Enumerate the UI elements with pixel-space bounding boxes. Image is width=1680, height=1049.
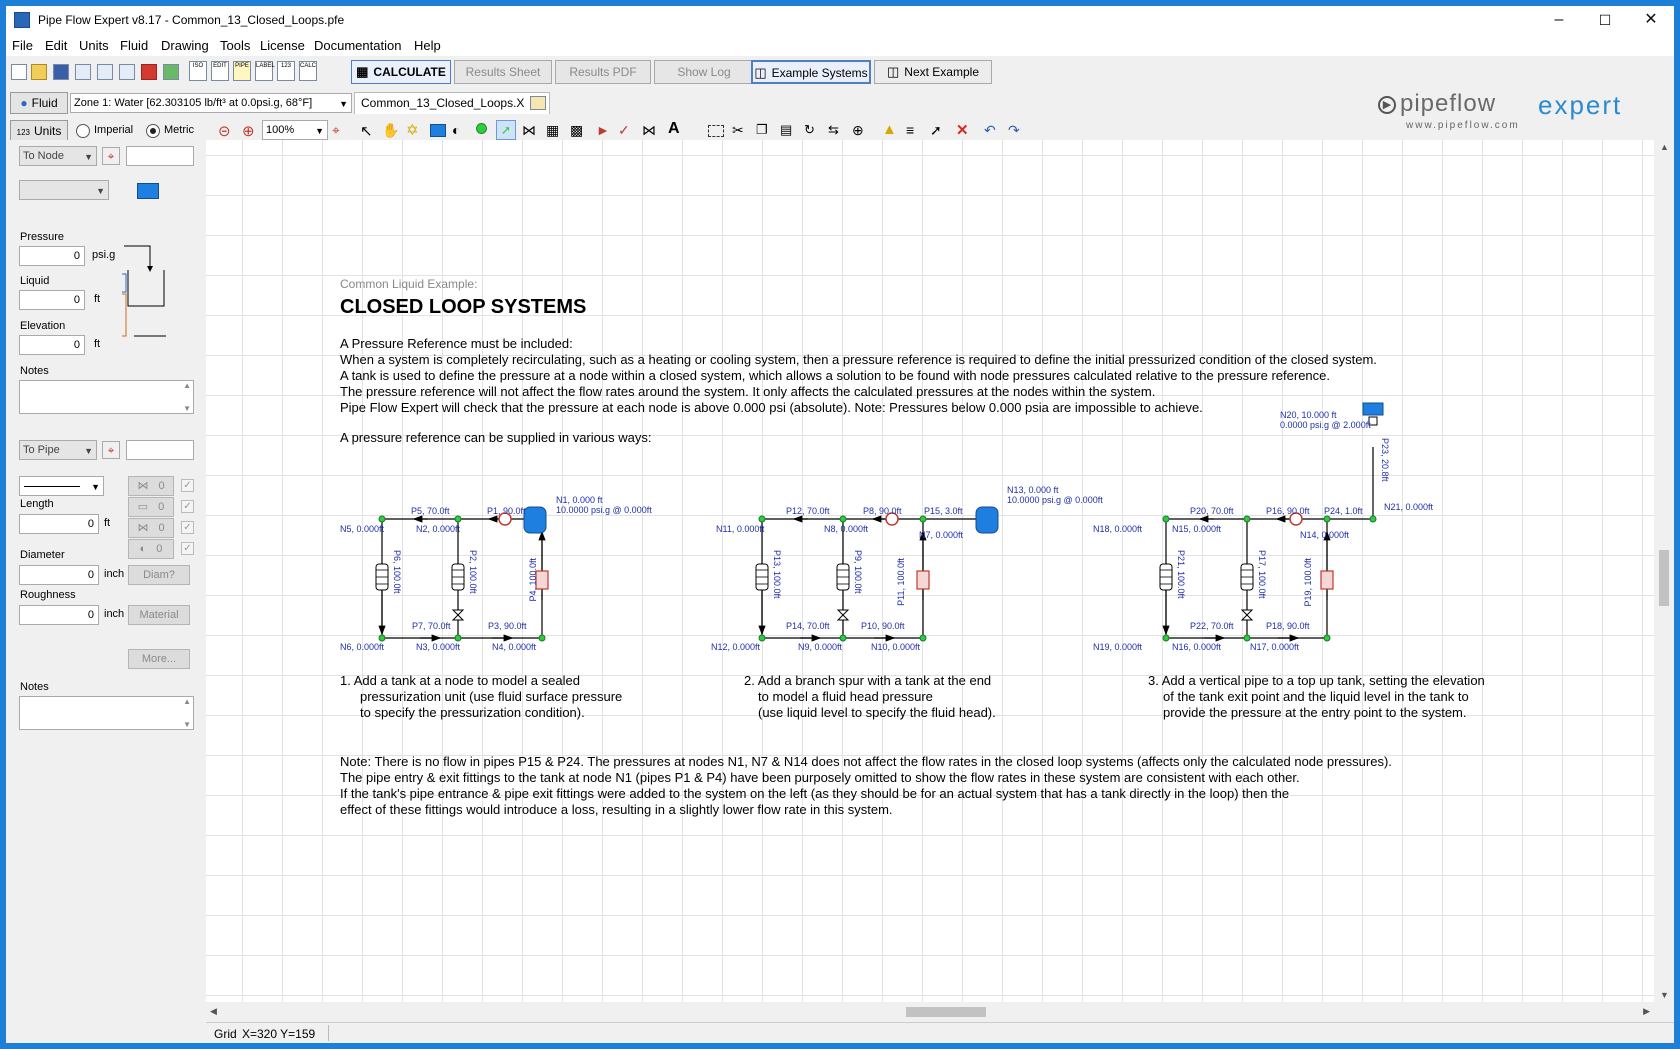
more-button[interactable]: More... [128, 649, 190, 669]
drawing-canvas[interactable] [206, 140, 1654, 1002]
intro-line-4: The pressure reference will not affect the flow rates around the system. It only affects the calculated pressures at the nodes within the system. [340, 384, 1156, 399]
intro-line-5: Pipe Flow Expert will check that the pressure at each node is above 0.000 psi (absolute). Note: Pressures below 0.000 psia are impossible to achieve. [340, 400, 1203, 415]
maximize-button[interactable]: ☐ [1598, 12, 1612, 28]
status-bar [206, 1022, 1674, 1043]
node-n21-label: N21, 0.000ft [1384, 502, 1434, 512]
component-icon[interactable]: ▩ [570, 122, 584, 138]
chevron-down-icon: ▼ [315, 126, 324, 136]
spread-icon[interactable]: ➚ [930, 122, 942, 138]
metric-radio[interactable] [146, 124, 160, 138]
pipe-draw-icon[interactable]: ➚ [496, 120, 516, 140]
note-line-1: Note: There is no flow in pipes P15 & P24. The pressures at nodes N1, N7 & N14 does not affect the flow rates in the closed loop systems (affects only the calculated node pressures). [340, 754, 1392, 769]
fitting-control-button[interactable]: ⋈ 0 [128, 518, 174, 538]
roughness-unit: inch [104, 608, 125, 620]
select-box-icon[interactable] [708, 125, 724, 137]
node-notes-textarea[interactable] [19, 380, 194, 414]
pipe-p13-label: P13, 100.0ft [772, 550, 782, 599]
units-icon: 123 [16, 128, 30, 137]
new-tab-icon[interactable] [530, 96, 546, 110]
pipe-p11-label: P11, 100.0ft [896, 558, 906, 606]
node-n9-label: N9, 0.000ft [798, 642, 843, 652]
new-file-icon[interactable] [11, 64, 27, 80]
pipe-p1-label: P1, 90.0ft [487, 506, 526, 516]
scroll-up-icon[interactable]: ▲ [183, 381, 191, 390]
spreadsheet-icon[interactable] [163, 64, 179, 80]
app-icon [14, 12, 30, 28]
liquid-input[interactable]: 0 [19, 290, 85, 310]
node-icon[interactable] [476, 123, 487, 134]
network-icon: ◫ [754, 65, 767, 80]
horizontal-scroll-thumb[interactable] [906, 1007, 986, 1017]
pipe-icon[interactable]: PIPE [233, 61, 251, 81]
pipe-p2-label: P2, 100.0ft [468, 550, 478, 594]
tank-type-icon [137, 183, 159, 199]
calculate-button[interactable]: ▦ CALCULATE [351, 60, 451, 84]
menu-bar [6, 34, 1674, 56]
length-input[interactable]: 0 [19, 514, 99, 534]
pipe-p14-label: P14, 70.0ft [786, 621, 830, 631]
pipe-notes-label: Notes [20, 681, 49, 693]
length-label: Length [20, 498, 54, 510]
scroll-left-icon[interactable]: ◀ [210, 1006, 217, 1016]
vertical-scroll-thumb[interactable] [1659, 550, 1669, 606]
pipe-p12-label: P12, 70.0ft [786, 506, 830, 516]
diam-button[interactable]: Diam? [128, 565, 190, 585]
method1-line-3: to specify the pressurization condition). [360, 705, 585, 720]
status-coords: X=320 Y=159 [242, 1027, 316, 1041]
tank-n13-label-2: 10.0000 psi.g @ 0.000ft [1007, 495, 1103, 505]
tank-n1-label-1: N1, 0.000 ft [556, 495, 603, 505]
network-icon: ◫ [887, 64, 900, 79]
intro-line-1: A Pressure Reference must be included: [340, 336, 573, 351]
number-icon[interactable]: 123 [277, 61, 295, 81]
horizontal-scrollbar[interactable] [206, 1002, 1654, 1022]
fluid-button[interactable]: ● Fluid [10, 92, 68, 114]
tank-icon[interactable] [430, 124, 446, 137]
node-n2-label: N2, 0.000ft [416, 524, 461, 534]
redo-icon[interactable]: ↷ [1008, 122, 1020, 138]
properties-panel [6, 140, 206, 1043]
node-n11-label: N11, 0.000ft [716, 524, 765, 534]
zoom-select[interactable]: 100% ▼ [262, 120, 328, 140]
canvas-subtitle: Common Liquid Example: [340, 277, 478, 291]
pump-tool-icon[interactable]: ◐ [452, 122, 461, 138]
node-name-input[interactable] [126, 146, 194, 166]
iso-icon[interactable]: ISO [189, 61, 207, 81]
save-icon[interactable] [53, 64, 69, 80]
node-n12-label: N12, 0.000ft [711, 642, 761, 652]
schematic-diagrams [206, 140, 1654, 1002]
node-n17-label: N17, 0.000ft [1250, 642, 1300, 652]
control-valve-icon: ⋈ [137, 522, 149, 534]
menu-documentation[interactable]: Documentation [314, 38, 402, 53]
pipe-p5-label: P5, 70.0ft [411, 506, 450, 516]
to-pipe-select[interactable]: To Pipe ▼ [19, 440, 97, 460]
join-icon[interactable]: ⋈ [522, 122, 536, 138]
method3-line-1: 3. Add a vertical pipe to a top up tank, setting the elevation [1148, 673, 1485, 688]
node-n7-label: N7, 0.000ft [919, 530, 964, 540]
method1-line-2: pressurization unit (use fluid surface pressure [360, 689, 623, 704]
logo-url: www.pipeflow.com [1406, 120, 1520, 131]
scroll-down-icon[interactable]: ▼ [183, 720, 191, 729]
chevron-down-icon: ▼ [339, 99, 348, 109]
delete-icon[interactable]: ✕ [956, 122, 969, 139]
menu-fluid[interactable]: Fluid [120, 38, 149, 53]
pipe-p18-label: P18, 90.0ft [1266, 621, 1310, 631]
minimize-button[interactable]: – [1554, 11, 1564, 28]
chevron-down-icon: ▼ [84, 152, 93, 162]
scroll-up-icon[interactable]: ▲ [183, 697, 191, 706]
pdf-icon[interactable] [141, 64, 157, 80]
pipe-p10-label: P10, 90.0ft [861, 621, 905, 631]
intro-line-2: When a system is completely recirculating, such as a heating or cooling system, then a pressure reference is required to define the initial pressurized condition of the closed system. [340, 352, 1377, 367]
chevron-down-icon: ▼ [84, 446, 93, 456]
crosshair-icon[interactable]: ⌖ [332, 122, 340, 138]
paste-icon[interactable]: ▤ [780, 122, 793, 137]
fitting-valve-checkbox[interactable]: ✓ [181, 479, 194, 492]
method2-line-2: to model a fluid head pressure [758, 689, 933, 704]
print-icon[interactable] [119, 64, 135, 80]
ways-text: A pressure reference can be supplied in various ways: [340, 430, 652, 445]
droplet-icon: ● [20, 96, 28, 110]
copy-icon[interactable]: ❐ [756, 122, 768, 137]
line-style-preview [24, 486, 80, 487]
calculator-icon: ▦ [356, 64, 369, 79]
elevation-unit: ft [94, 338, 101, 350]
fitting-pump-button[interactable]: ◐ 0 [128, 539, 174, 559]
length-unit: ft [104, 517, 111, 529]
logo-name: pipeflow [1400, 90, 1497, 117]
pipe-name-input[interactable] [126, 440, 194, 460]
move-icon[interactable]: ✡ [406, 122, 419, 139]
menu-help[interactable]: Help [414, 38, 441, 53]
tank-n1-label-2: 10.0000 psi.g @ 0.000ft [556, 505, 652, 515]
units-button[interactable]: 123 Units [10, 120, 68, 142]
pressure-input[interactable]: 0 [19, 246, 85, 266]
logo-icon: ▶ [1378, 96, 1396, 114]
logo-product: expert [1538, 90, 1623, 120]
align-icon[interactable]: ▲ [882, 121, 897, 138]
tab-document[interactable]: Common_13_Closed_Loops.X [354, 92, 550, 114]
node-n16-label: N16, 0.000ft [1172, 642, 1222, 652]
title-bar [6, 6, 1674, 34]
flip-icon[interactable]: ⇆ [828, 122, 839, 137]
note-line-4: effect of these fittings would introduce a loss, resulting in a slightly lower flow rate in this system. [340, 802, 893, 817]
zoom-out-icon[interactable]: ⊝ [218, 123, 231, 140]
line-style-select[interactable] [19, 476, 104, 496]
undo-icon[interactable]: ↶ [984, 122, 996, 138]
distribute-icon[interactable]: ≡ [906, 122, 915, 138]
fitting-pump-checkbox[interactable]: ✓ [181, 542, 194, 555]
pipe-notes-textarea[interactable] [19, 696, 194, 730]
elevation-input[interactable]: 0 [19, 335, 85, 355]
imperial-label: Imperial [94, 124, 134, 136]
metric-label: Metric [164, 124, 194, 136]
to-node-select[interactable]: To Node ▼ [19, 146, 97, 166]
pipe-p21-label: P21, 100.0ft [1176, 550, 1186, 599]
scroll-right-icon[interactable]: ▶ [1643, 1006, 1650, 1016]
pipe-p22-label: P22, 70.0ft [1190, 621, 1234, 631]
image-icon[interactable]: ▦ [546, 122, 560, 138]
method2-line-1: 2. Add a branch spur with a tank at the end [744, 673, 992, 688]
zoom-select-icon[interactable]: ⊕ [852, 122, 864, 138]
node-n6-label: N6, 0.000ft [340, 642, 385, 652]
method3-line-2: of the tank exit point and the liquid level in the tank to [1163, 689, 1469, 704]
node-notes-label: Notes [20, 365, 49, 377]
node-n3-label: N3, 0.000ft [416, 642, 461, 652]
pipe-p16-label: P16, 90.0ft [1266, 506, 1310, 516]
liquid-unit: ft [94, 293, 101, 305]
main-toolbar [6, 56, 1674, 88]
fitting-valve-button[interactable]: ⋈ 0 [128, 476, 174, 496]
imperial-radio[interactable] [76, 124, 90, 138]
fitting-component-button[interactable]: ▭ 0 [128, 497, 174, 517]
node-n18-label: N18, 0.000ft [1093, 524, 1143, 534]
pipeflow-logo [1378, 90, 1654, 134]
pipe-p7-label: P7, 70.0ft [412, 621, 451, 631]
pipe-p3-label: P3, 90.0ft [488, 621, 527, 631]
pipe-p19-label: P19, 100.0ft [1303, 558, 1313, 607]
app-window [6, 6, 1674, 1043]
hand-pan-icon[interactable]: ✋ [382, 122, 400, 138]
pipe-p9-label: P9, 100.0ft [853, 550, 863, 594]
pipe-p23-label: P23, 20.8ft [1380, 438, 1390, 482]
email-icon[interactable] [75, 64, 91, 80]
fitting-component-checkbox[interactable]: ✓ [181, 500, 194, 513]
export-icon[interactable] [97, 64, 113, 80]
pipe-p20-label: P20, 70.0ft [1190, 506, 1234, 516]
tank-diagram-icon [116, 240, 176, 340]
pump-icon: ◐ [139, 543, 147, 555]
node-n19-label: N19, 0.000ft [1093, 642, 1143, 652]
pipe-p4-label: P4, 100.0ft [528, 558, 538, 602]
node-type-select[interactable] [19, 180, 109, 200]
window-title: Pipe Flow Expert v8.17 - Common_13_Closed_Loops.pfe [38, 13, 345, 27]
note-line-3: If the tank's pipe entrance & pipe exit fittings were added to the system on the left (as they should be for an actual system that has a tank directly in the loop) then the [340, 786, 1290, 801]
node-n10-label: N10, 0.000ft [871, 642, 921, 652]
menu-drawing[interactable]: Drawing [161, 38, 209, 53]
valve-icon[interactable]: ⋈ [642, 122, 656, 138]
node-n4-label: N4, 0.000ft [492, 642, 537, 652]
menu-license[interactable]: License [260, 38, 305, 53]
pipe-p15-label: P15, 3.0ft [924, 506, 963, 516]
fluid-zone-select[interactable]: Zone 1: Water [62.303105 lb/ft³ at 0.0psi.g, 68°F] ▼ [70, 93, 352, 113]
chevron-down-icon: ▼ [91, 482, 100, 492]
zoom-in-icon[interactable]: ⊕ [242, 123, 255, 140]
fitting-control-checkbox[interactable]: ✓ [181, 521, 194, 534]
note-line-2: The pipe entry & exit fittings to the tank at node N1 (pipes P1 & P4) have been purposely omitted to show the flow rates in these system are consistent with each other. [340, 770, 1300, 785]
pointer-icon[interactable]: ↖ [360, 123, 373, 140]
menu-edit[interactable]: Edit [45, 38, 68, 53]
scroll-down-icon[interactable]: ▼ [1660, 990, 1669, 1000]
show-log-button[interactable]: Show Log [654, 60, 754, 84]
component-icon: ▭ [137, 501, 149, 513]
vertical-scrollbar[interactable] [1654, 140, 1674, 1002]
menu-tools[interactable]: Tools [220, 38, 251, 53]
node-n14-label: N14, 0.000ft [1300, 530, 1350, 540]
pipe-p8-label: P8, 90.0ft [863, 506, 902, 516]
find-pipe-icon[interactable]: ⌖ [102, 441, 120, 459]
scroll-down-icon[interactable]: ▼ [183, 404, 191, 413]
node-n15-label: N15, 0.000ft [1172, 524, 1222, 534]
diameter-input[interactable]: 0 [19, 565, 99, 585]
method2-line-3: (use liquid level to specify the fluid head). [758, 705, 996, 720]
results-sheet-button[interactable]: Results Sheet [454, 60, 552, 84]
intro-line-3: A tank is used to define the pressure at a node within a closed system, which allows a solution to be found with node pressures calculated relative to the pressure reference. [340, 368, 1331, 383]
edit-icon[interactable]: EDIT [211, 61, 229, 81]
pressure-label: Pressure [20, 231, 65, 243]
roughness-input[interactable]: 0 [19, 605, 99, 625]
pump-icon[interactable]: ► [596, 122, 610, 138]
find-node-icon[interactable]: ⌖ [102, 147, 120, 165]
next-example-button[interactable]: ◫ Next Example [874, 60, 992, 84]
close-button[interactable]: ✕ [1644, 11, 1658, 28]
text-tool-icon[interactable]: A [668, 120, 680, 137]
valve-icon: ⋈ [137, 480, 149, 492]
diameter-unit: inch [104, 568, 125, 580]
calc-icon[interactable]: CALC [299, 61, 317, 81]
elevation-label: Elevation [20, 320, 66, 332]
menu-file[interactable]: File [12, 38, 33, 53]
control-valve-icon[interactable]: ✓ [618, 122, 630, 138]
pipe-p6-label: P6, 100.0ft [392, 550, 402, 594]
method3-line-3: provide the pressure at the entry point to the system. [1163, 705, 1467, 720]
tank-n20-label-1: N20, 10.000 ft [1280, 410, 1337, 420]
method1-line-1: 1. Add a tank at a node to model a sealed [340, 673, 580, 688]
example-systems-button[interactable]: ◫ Example Systems [751, 60, 871, 84]
roughness-label: Roughness [20, 589, 76, 601]
liquid-label: Liquid [20, 275, 50, 287]
cut-icon[interactable]: ✂ [732, 122, 744, 138]
node-n5-label: N5, 0.000ft [340, 524, 385, 534]
chevron-down-icon: ▼ [96, 186, 105, 196]
results-pdf-button[interactable]: Results PDF [555, 60, 651, 84]
tank-n13-label-1: N13, 0.000 ft [1007, 485, 1059, 495]
material-button[interactable]: Material [128, 605, 190, 625]
diameter-label: Diameter [20, 549, 65, 561]
status-divider [328, 1025, 329, 1041]
rotate-icon[interactable]: ↻ [804, 122, 815, 137]
label-icon[interactable]: LABEL [255, 61, 273, 81]
open-folder-icon[interactable] [31, 64, 47, 80]
pipe-p24-label: P24, 1.0ft [1324, 506, 1363, 516]
pressure-unit: psi.g [92, 249, 116, 261]
scroll-up-icon[interactable]: ▲ [1660, 142, 1669, 152]
status-grid: Grid [214, 1027, 237, 1041]
menu-units[interactable]: Units [79, 38, 109, 53]
canvas-title: CLOSED LOOP SYSTEMS [340, 296, 587, 318]
tank-n20-label-2: 0.0000 psi.g @ 2.000ft [1280, 420, 1371, 430]
pipe-p17-label: P17, 100.0ft [1257, 550, 1267, 599]
node-n8-label: N8, 0.000ft [824, 524, 869, 534]
